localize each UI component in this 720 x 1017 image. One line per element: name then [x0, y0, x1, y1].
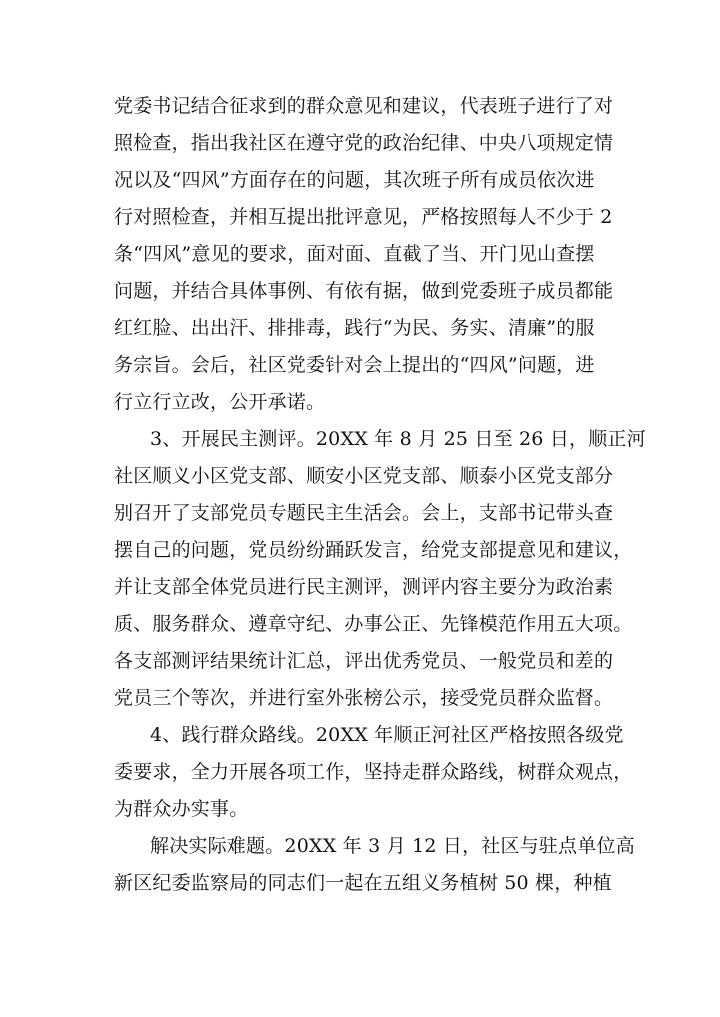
text-line: 行对照检查，并相互提出批评意见，严格按照每人不少于 2 — [114, 206, 613, 228]
text-line: 社区顺义小区党支部、顺安小区党支部、顺泰小区党支部分 — [114, 465, 614, 487]
text-line: 行立行立改，公开承诺。 — [114, 391, 326, 413]
text-line: 各支部测评结果统计汇总，评出优秀党员、一般党员和差的 — [114, 650, 614, 672]
text-line: 为群众办实事。 — [114, 798, 249, 820]
text-line: 别召开了支部党员专题民主生活会。会上，支部书记带头查 — [114, 502, 614, 524]
text-line: 务宗旨。会后，社区党委针对会上提出的“四风”问题，进 — [114, 354, 595, 376]
paragraph-3 — [114, 717, 633, 828]
text-line: 解决实际难题。20XX 年 3 月 12 日，社区与驻点单位高 — [150, 835, 635, 857]
text-line: 问题，并结合具体事例、有依有据，做到党委班子成员都能 — [114, 280, 614, 302]
text-line: 党员三个等次，并进行室外张榜公示，接受党员群众监督。 — [114, 687, 614, 709]
text-line: 照检查，指出我社区在遵守党的政治纪律、中央八项规定情 — [114, 132, 614, 154]
text-line: 党委书记结合征求到的群众意见和建议，代表班子进行了对 — [114, 95, 614, 117]
text-line: 4、践行群众路线。20XX 年顺正河社区严格按照各级党 — [150, 724, 624, 746]
text-line: 新区纪委监察局的同志们一起在五组义务植树 50 棵，种植 — [114, 872, 612, 894]
text-line: 并让支部全体党员进行民主测评，测评内容主要分为政治素 — [114, 576, 614, 598]
text-line: 委要求，全力开展各项工作，坚持走群众路线，树群众观点， — [114, 761, 633, 783]
document-body — [114, 88, 646, 902]
text-line: 条“四风”意见的要求，面对面、直截了当、开门见山查摆 — [114, 243, 595, 265]
text-line: 红红脸、出出汗、排排毒，践行“为民、务实、清廉”的服 — [114, 317, 595, 339]
paragraph-4 — [114, 828, 635, 902]
text-line: 况以及“四风”方面存在的问题，其次班子所有成员依次进 — [114, 169, 595, 191]
text-line: 3、开展民主测评。20XX 年 8 月 25 日至 26 日，顺正河 — [150, 428, 646, 450]
text-line: 质、服务群众、遵章守纪、办事公正、先锋模范作用五大项。 — [114, 613, 633, 635]
paragraph-1 — [114, 88, 614, 421]
paragraph-2 — [114, 421, 646, 717]
text-line: 摆自己的问题，党员纷纷踊跃发言，给党支部提意见和建议， — [114, 539, 633, 561]
